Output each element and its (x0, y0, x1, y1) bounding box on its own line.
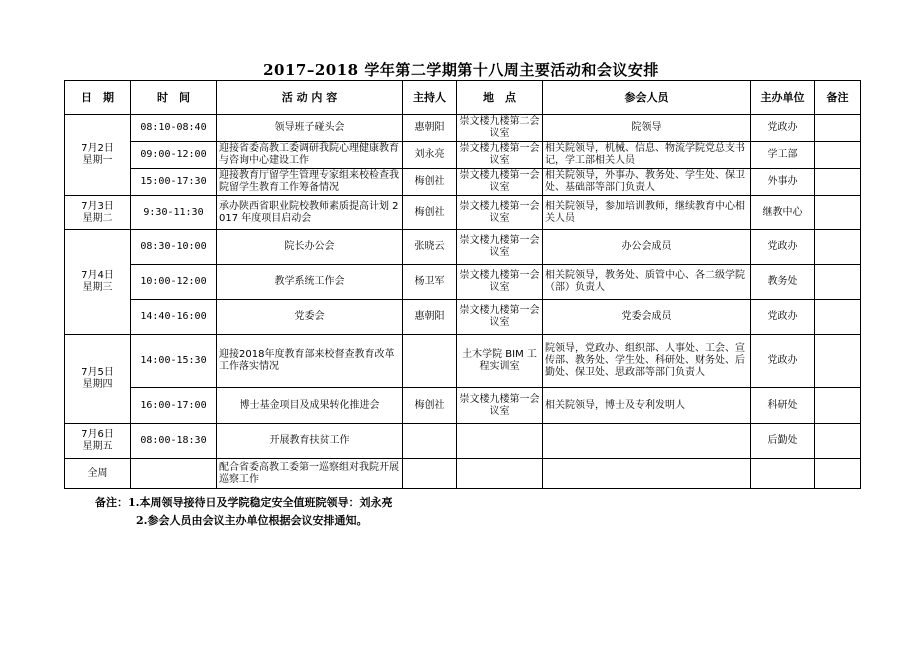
organizer-cell: 后勤处 (751, 424, 815, 459)
time-cell: 14:40-16:00 (131, 300, 217, 335)
footnotes (95, 494, 392, 530)
host-cell (403, 459, 457, 489)
activity-cell: 教学系统工作会 (217, 265, 403, 300)
header-attendees: 参会人员 (543, 81, 751, 115)
note-cell (815, 230, 861, 265)
activity-cell: 博士基金项目及成果转化推进会 (217, 388, 403, 424)
host-cell: 张晓云 (403, 230, 457, 265)
time-cell: 9:30-11:30 (131, 196, 217, 230)
host-cell: 梅创社 (403, 196, 457, 230)
date-cell (65, 196, 131, 230)
note-cell (815, 300, 861, 335)
weekday-label: 星期二 (82, 212, 113, 224)
organizer-cell: 党政办 (751, 230, 815, 265)
activity-cell: 院长办公会 (217, 230, 403, 265)
place-cell: 崇文楼九楼第一会议室 (457, 388, 543, 424)
schedule-table (64, 80, 861, 489)
attendees-cell: 办公会成员 (543, 230, 751, 265)
time-cell: 10:00-12:00 (131, 265, 217, 300)
organizer-cell: 党政办 (751, 300, 815, 335)
weekday-label: 星期一 (82, 155, 113, 166)
activity-cell: 承办陕西省职业院校教师素质提高计划 2017 年度项目启动会 (217, 196, 403, 230)
attendees-cell: 相关院领导，教务处、质管中心、各二级学院（部）负责人 (543, 265, 751, 300)
activity-cell: 党委会 (217, 300, 403, 335)
weekday-label: 星期五 (82, 441, 113, 452)
host-cell (403, 335, 457, 388)
table-row (65, 196, 861, 230)
header-host: 主持人 (403, 81, 457, 115)
activity-cell: 领导班子碰头会 (217, 115, 403, 142)
place-cell: 崇文楼九楼第一会议室 (457, 169, 543, 196)
note-cell (815, 388, 861, 424)
date-label: 7月3日 (81, 200, 114, 212)
organizer-cell: 党政办 (751, 335, 815, 388)
time-cell: 09:00-12:00 (131, 142, 217, 169)
header-activity: 活 动 内 容 (217, 81, 403, 115)
note-cell (815, 424, 861, 459)
table-row (65, 230, 861, 265)
note-cell (815, 142, 861, 169)
time-cell: 14:00-15:30 (131, 335, 217, 388)
place-cell (457, 424, 543, 459)
organizer-cell: 教务处 (751, 265, 815, 300)
host-cell (403, 424, 457, 459)
header-date: 日 期 (65, 81, 131, 115)
attendees-cell (543, 424, 751, 459)
note-cell (815, 115, 861, 142)
host-cell: 杨卫军 (403, 265, 457, 300)
host-cell: 惠朝阳 (403, 115, 457, 142)
header-note: 备注 (815, 81, 861, 115)
activity-cell: 配合省委高教工委第一巡察组对我院开展巡察工作 (217, 459, 403, 489)
header-time: 时 间 (131, 81, 217, 115)
header-organizer: 主办单位 (751, 81, 815, 115)
footnote-label: 备注： (95, 496, 128, 509)
attendees-cell: 相关院领导，外事办、教务处、学生处、保卫处、基础部等部门负责人 (543, 169, 751, 196)
note-cell (815, 265, 861, 300)
note-cell (815, 169, 861, 196)
table-row (65, 459, 861, 489)
place-cell: 土木学院 BIM 工程实训室 (457, 335, 543, 388)
table-row (65, 424, 861, 459)
footnote-line-1 (95, 494, 392, 512)
organizer-cell: 继教中心 (751, 196, 815, 230)
organizer-cell: 党政办 (751, 115, 815, 142)
organizer-cell: 外事办 (751, 169, 815, 196)
attendees-cell: 院领导，党政办、组织部、人事处、工会、宣传部、教务处、学生处、科研处、财务处、后勤处、保卫处、思政部等部门负责人 (543, 335, 751, 388)
table-row (65, 265, 861, 300)
place-cell: 崇文楼九楼第二会议室 (457, 115, 543, 142)
table-row (65, 142, 861, 169)
weekday-label: 星期三 (82, 282, 113, 293)
place-cell (457, 459, 543, 489)
date-label: 7月2日 (81, 143, 114, 154)
date-cell (65, 230, 131, 335)
time-cell: 15:00-17:30 (131, 169, 217, 196)
header-row (65, 81, 861, 115)
header-place: 地 点 (457, 81, 543, 115)
date-label: 7月6日 (81, 429, 114, 440)
date-label: 7月5日 (81, 367, 114, 378)
host-cell: 刘永亮 (403, 142, 457, 169)
date-cell (65, 115, 131, 196)
date-cell (65, 335, 131, 424)
organizer-cell (751, 459, 815, 489)
date-cell (65, 459, 131, 489)
activity-cell: 迎接2018年度教育部来校督查教育改革工作落实情况 (217, 335, 403, 388)
host-cell: 梅创社 (403, 388, 457, 424)
activity-cell: 开展教育扶贫工作 (217, 424, 403, 459)
note-cell (815, 459, 861, 489)
time-cell: 16:00-17:00 (131, 388, 217, 424)
place-cell: 崇文楼九楼第一会议室 (457, 300, 543, 335)
activity-cell: 迎接省委高教工委调研我院心理健康教育与咨询中心建设工作 (217, 142, 403, 169)
note-cell (815, 196, 861, 230)
table-row (65, 388, 861, 424)
table-row (65, 115, 861, 142)
time-cell (131, 459, 217, 489)
attendees-cell (543, 459, 751, 489)
time-cell: 08:00-18:30 (131, 424, 217, 459)
table-row (65, 335, 861, 388)
table-row (65, 300, 861, 335)
date-cell (65, 424, 131, 459)
footnote-text-1: 1.本周领导接待日及学院稳定安全值班院领导：刘永亮 (128, 496, 393, 509)
date-label: 7月4日 (81, 270, 114, 281)
activity-cell: 迎接教育厅留学生管理专家组来校检查我院留学生教育工作筹备情况 (217, 169, 403, 196)
attendees-cell: 相关院领导，机械、信息、物流学院党总支书记，学工部相关人员 (543, 142, 751, 169)
host-cell: 惠朝阳 (403, 300, 457, 335)
host-cell: 梅创社 (403, 169, 457, 196)
footnote-line-2: 2.参会人员由会议主办单位根据会议安排通知。 (136, 514, 368, 527)
place-cell: 崇文楼九楼第一会议室 (457, 196, 543, 230)
attendees-cell: 相关院领导，博士及专利发明人 (543, 388, 751, 424)
organizer-cell: 科研处 (751, 388, 815, 424)
page-title: 2017–2018 学年第二学期第十八周主要活动和会议安排 (263, 61, 659, 79)
time-cell: 08:10-08:40 (131, 115, 217, 142)
time-cell: 08:30-10:00 (131, 230, 217, 265)
date-label: 全周 (87, 467, 108, 479)
table-row (65, 169, 861, 196)
place-cell: 崇文楼九楼第一会议室 (457, 142, 543, 169)
organizer-cell: 学工部 (751, 142, 815, 169)
attendees-cell: 院领导 (543, 115, 751, 142)
attendees-cell: 相关院领导，参加培训教师，继续教育中心相关人员 (543, 196, 751, 230)
note-cell (815, 335, 861, 388)
place-cell: 崇文楼九楼第一会议室 (457, 230, 543, 265)
attendees-cell: 党委会成员 (543, 300, 751, 335)
place-cell: 崇文楼九楼第一会议室 (457, 265, 543, 300)
weekday-label: 星期四 (82, 379, 113, 390)
